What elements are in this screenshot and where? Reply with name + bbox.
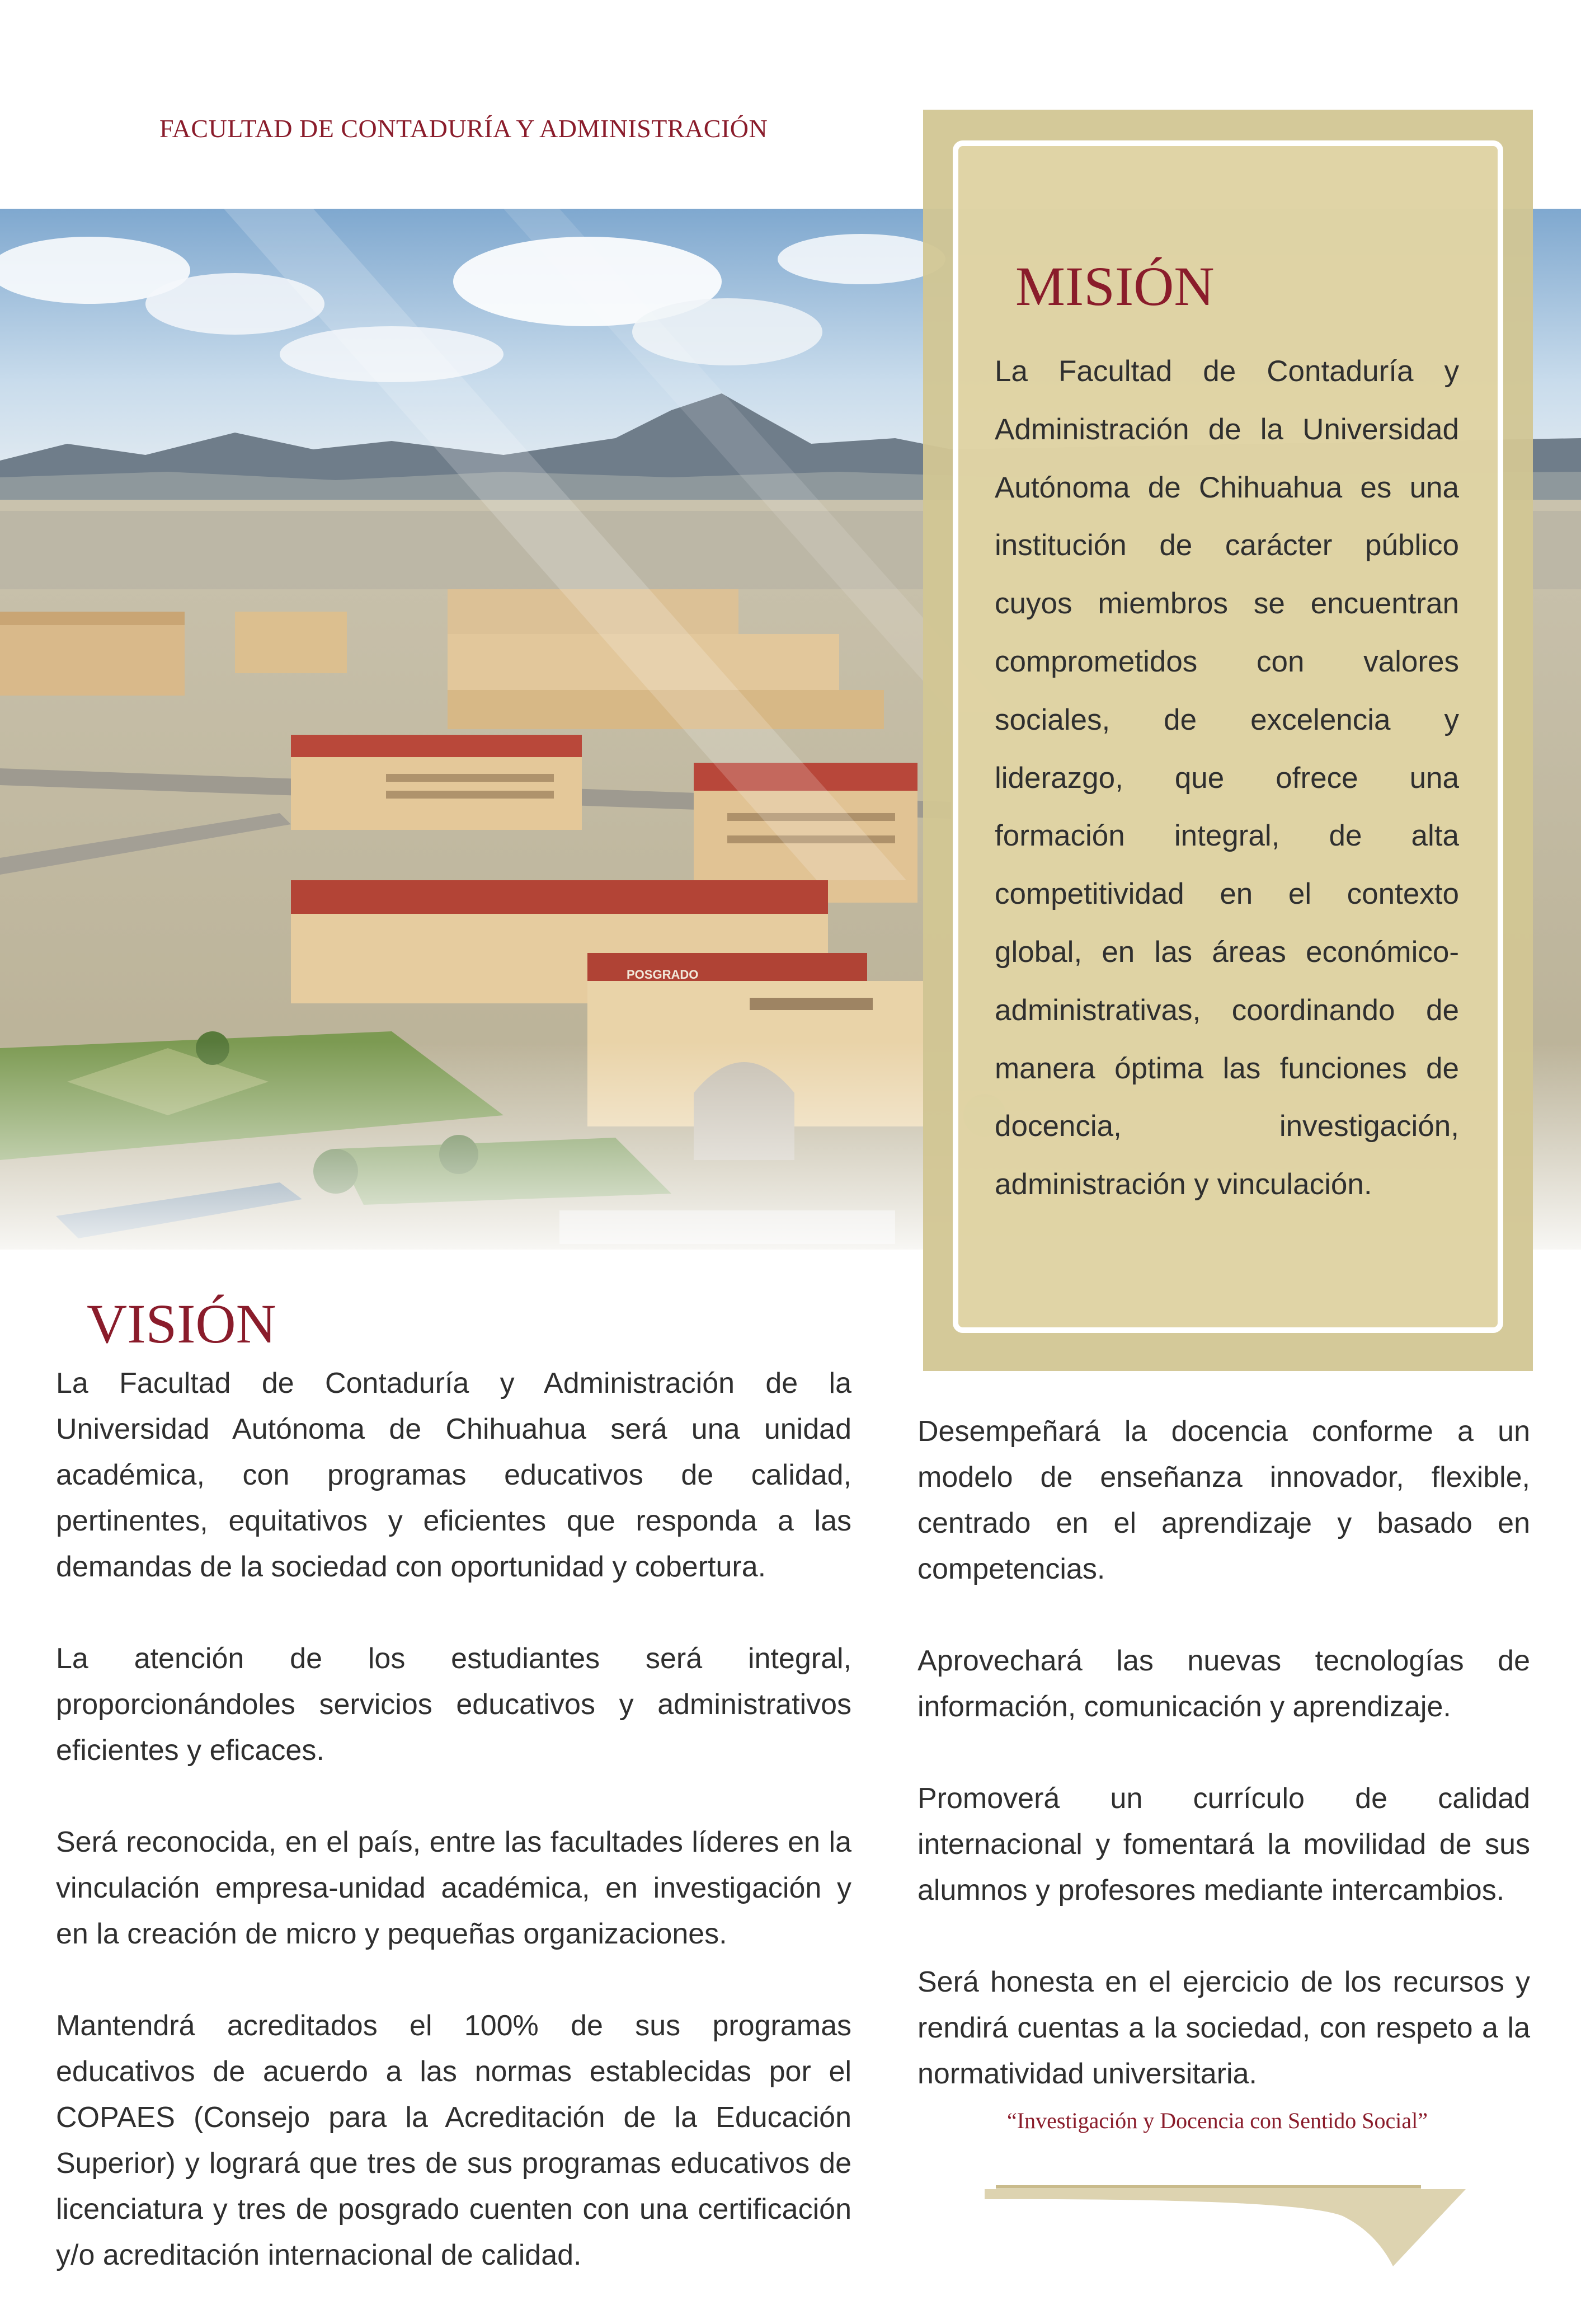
vision-paragraph: La Facultad de Contaduría y Administración de la Universidad Autónoma de Chihuahua será una unidad académica, con programas educativos de calidad, pertinentes, equitativos y eficientes que responda a las demandas de la sociedad con oportunidad y cobertura. — [56, 1367, 851, 1583]
vision-paragraph: La atención de los estudiantes será integral, proporcionándoles servicios educativos y administrativos eficientes y eficaces. — [56, 1642, 851, 1767]
vision-paragraph: Mantendrá acreditados el 100% de sus programas educativos de acuerdo a las normas establecidas por el COPAES (Consejo para la Acreditación de la Educación Superior) y logrará que tres de sus programas educativos de licenciatura y tres de posgrado cuenten con una certificación y/o acreditación internacional de calidad. — [56, 2010, 851, 2271]
faculty-header: FACULTAD DE CONTADURÍA Y ADMINISTRACIÓN — [159, 114, 768, 143]
vision-paragraph: Desempeñará la docencia conforme a un modelo de enseñanza innovador, flexible, centrado en el aprendizaje y basado en competencias. — [917, 1415, 1530, 1585]
mision-title: MISIÓN — [1015, 255, 1215, 317]
vision-paragraph: Será honesta en el ejercicio de los recursos y rendirá cuentas a la sociedad, con respeto a la normatividad universitaria. — [917, 1966, 1530, 2090]
vision-paragraph: Será reconocida, en el país, entre las facultades líderes en la vinculación empresa-unidad académica, en investigación y en la creación de micro y pequeñas organizaciones. — [56, 1826, 851, 1950]
vision-title: VISIÓN — [87, 1293, 276, 1355]
decorative-swoosh — [985, 2182, 1477, 2272]
vision-paragraph: Promoverá un currículo de calidad internacional y fomentará la movilidad de sus alumnos y profesores mediante intercambios. — [917, 1782, 1530, 1907]
vision-left-column — [56, 1360, 851, 2324]
vision-right-column — [917, 1409, 1530, 2143]
vision-paragraph: Aprovechará las nuevas tecnologías de información, comunicación y aprendizaje. — [917, 1645, 1530, 1723]
mision-text: La Facultad de Contaduría y Administración de la Universidad Autónoma de Chihuahua es una institución de carácter público cuyos miembros se encuentran comprometidos con valores sociales, de excelencia y liderazgo, que ofrece una formación integral, de alta competitividad en el contexto global, en las áreas económico-administrativas, coordinando de manera óptima las funciones de docencia, investigación, administración y vinculación. — [995, 355, 1459, 1201]
footer-motto: “Investigación y Docencia con Sentido Social” — [1007, 2108, 1428, 2133]
